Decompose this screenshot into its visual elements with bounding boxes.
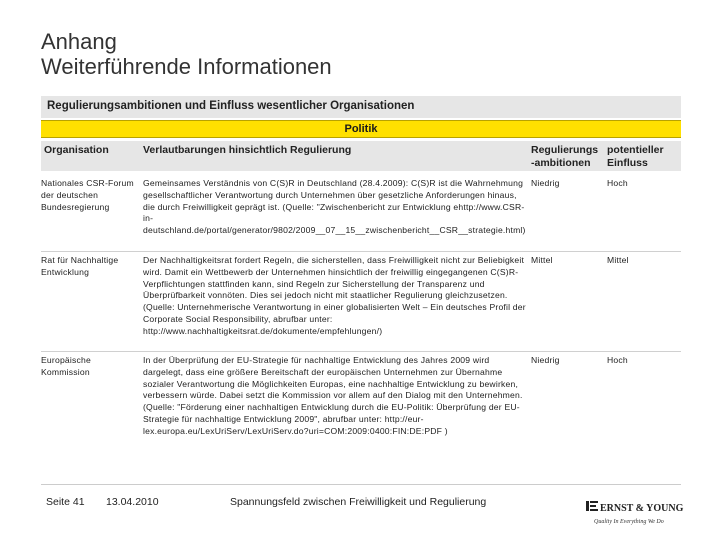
row-influence: Hoch: [607, 355, 628, 365]
row-organisation: Nationales CSR-Forum der deutschen Bundesregierung: [41, 178, 134, 212]
section-heading: Regulierungsambitionen und Einfluss wesentlicher Organisationen: [41, 96, 681, 118]
row-statement: In der Überprüfung der EU-Strategie für nachhaltige Entwicklung des Jahres 2009 wird dargelegt, dass eine größere Bereitschaft der europäischen Unternehmen zur Übernahme sozialer Verantwortung die Möglichkeiten Europas, eine nachhaltige Entwicklung zu bewirken, verbessern würde. Dabei setzt die Kommission vor allem auf den Dialog mit den Unternehmen. (Quelle: "Förderung einer nachhaltigen Entwicklung durch die EU-Politik: Überprüfung der EU-Strategie für nachhaltige Entwicklung 2009", abrufbar unter: http://eur-lex.europa.eu/LexUriServ/LexUriServ.do?uri=COM:2009:0400:FIN:DE:PDF ): [143, 355, 523, 436]
row-statement: Gemeinsames Verständnis von C(S)R in Deutschland (28.4.2009): C(S)R ist die Wahrnehmung gesellschaftlicher Verantwortung durch Unternehmen über gesetzliche Anforderungen hinaus, die durch Freiwilligkeit geprägt ist. (Quelle: "Zwischenbericht zur Entwicklung ehttp://www.CSR-in-deutschland.de/portal/generator/9802/2009__07__15__zwischenbericht__CSR__strategie.html): [143, 178, 526, 236]
footer-divider: [41, 484, 681, 485]
ernst-young-logo: [586, 498, 696, 530]
row-ambition: Mittel: [531, 255, 553, 265]
logo-tagline: Quality In Everything We Do: [594, 519, 664, 525]
table-row: [41, 255, 681, 351]
logo-wordmark: ERNST & YOUNG: [600, 503, 684, 514]
row-ambition: Niedrig: [531, 178, 560, 188]
category-bar: Politik: [41, 120, 681, 138]
footer-date: 13.04.2010: [106, 496, 159, 508]
row-divider: [41, 251, 681, 252]
row-divider: [41, 351, 681, 352]
header-statements: Verlautbarungen hinsichtlich Regulierung: [143, 144, 352, 156]
header-organisation: Organisation: [44, 144, 109, 156]
table-row: [41, 178, 681, 250]
row-statement: Der Nachhaltigkeitsrat fordert Regeln, die sicherstellen, dass Freiwilligkeit nicht zur Beliebigkeit wird. Damit ein Wettbewerb der Unternehmen hinsichtlich der freiwillig eingegangenen C(S)R-Verpflichtungen stattfinden kann, sind Regeln zur Sicherstellung der Transparenz und Überprüfbarkeit vonnöten. Dies sei jedoch nicht mit staatlicher Regulierung gleichzusetzen. (Quelle: Unternehmerische Verantwortung in einer globalisierten Welt – Ein deutsches Profil der Corporate Social Responsibility, abrufbar unter: http://www.nachhaltigkeitsrat.de/dokumente/empfehlungen/): [143, 255, 526, 336]
row-organisation: Europäische Kommission: [41, 355, 91, 377]
header-influence-line1: potentieller: [607, 144, 664, 156]
ernst-young-logo-icon: [586, 498, 696, 530]
header-influence-line2: Einfluss: [607, 156, 648, 169]
row-ambition: Niedrig: [531, 355, 560, 365]
row-influence: Hoch: [607, 178, 628, 188]
page-subtitle: Weiterführende Informationen: [41, 54, 332, 79]
row-influence: Mittel: [607, 255, 629, 265]
table-row: [41, 355, 681, 455]
table-header: [41, 141, 681, 171]
header-ambitions-line1: Regulierungs: [531, 144, 599, 156]
row-organisation: Rat für Nachhaltige Entwicklung: [41, 255, 119, 277]
footer-subject: Spannungsfeld zwischen Freiwilligkeit und Regulierung: [230, 496, 487, 508]
header-ambitions: [531, 144, 598, 169]
header-influence: [607, 144, 664, 169]
footer-page-number: Seite 41: [46, 496, 85, 508]
page-title-block: [41, 29, 332, 79]
page-title: Anhang: [41, 29, 117, 54]
header-ambitions-line2: -ambitionen: [531, 156, 591, 169]
